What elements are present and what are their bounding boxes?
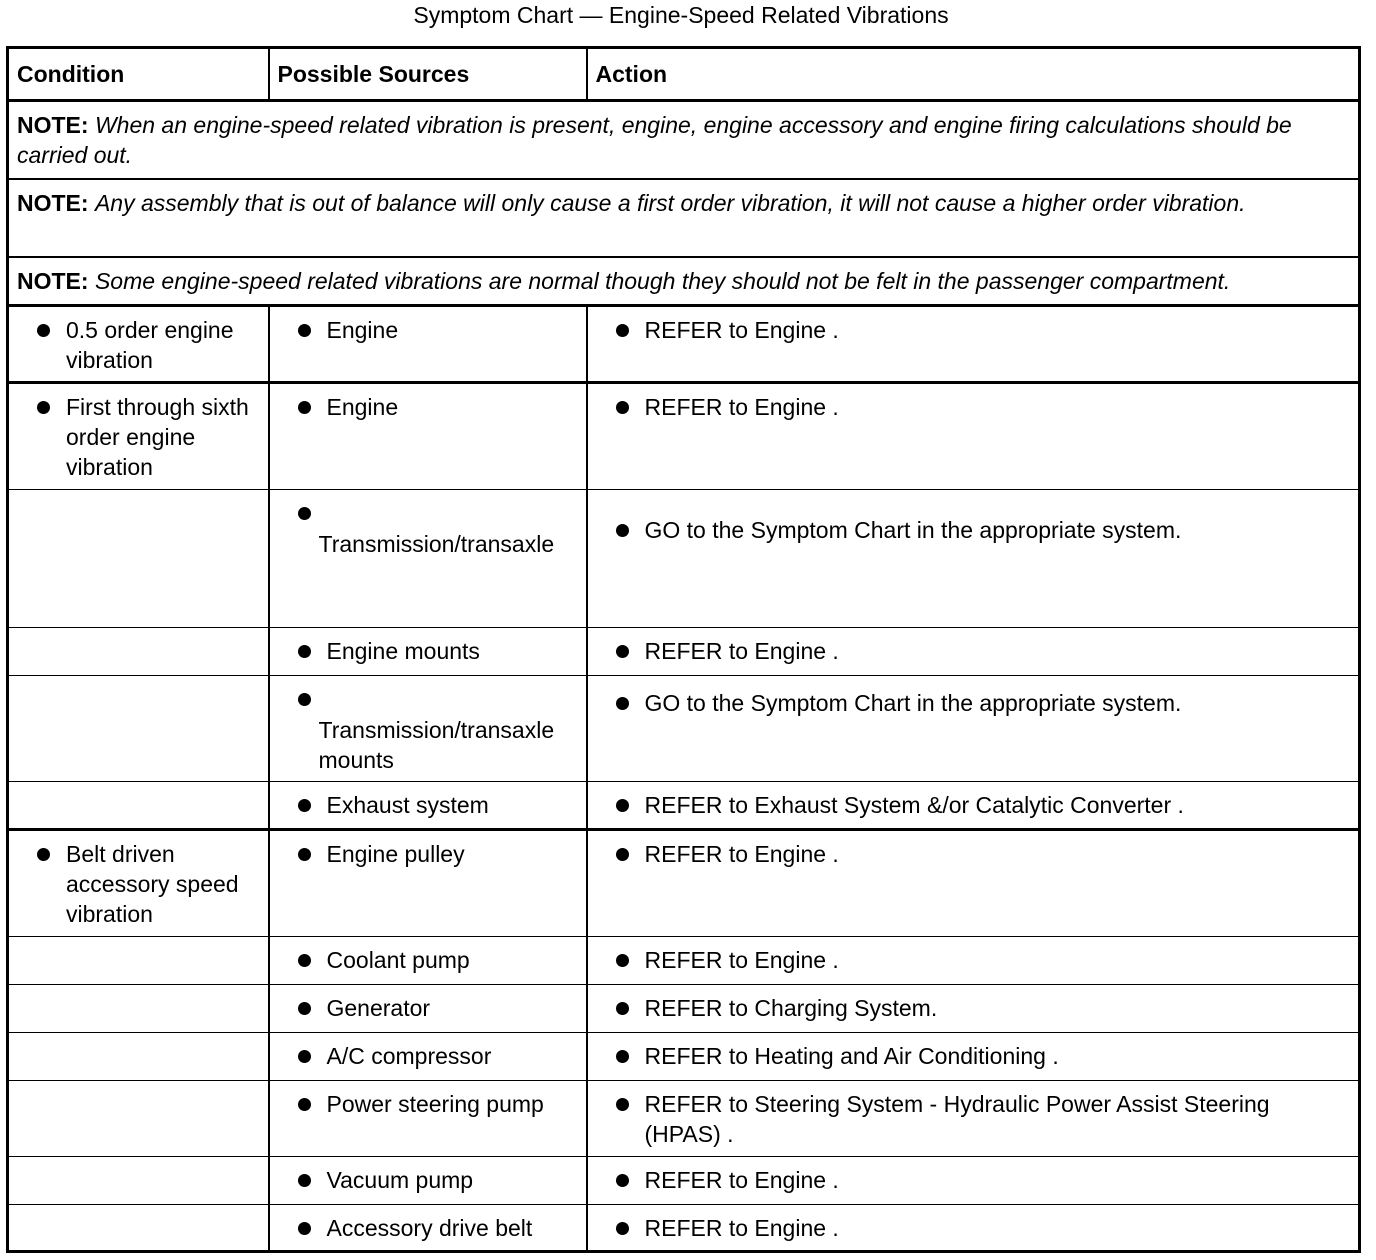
bullet-icon: [298, 324, 311, 337]
source-cell: [269, 306, 587, 383]
table-row: [8, 628, 1360, 676]
table-row: [8, 490, 1360, 628]
table-row: [8, 1033, 1360, 1081]
source-text: A/C compressor: [326, 1043, 492, 1069]
bullet-icon: [298, 1174, 311, 1187]
bullet-icon: [37, 401, 50, 414]
action-text: GO to the Symptom Chart in the appropriate system.: [644, 517, 1182, 543]
source-cell: [269, 676, 587, 782]
action-cell: [587, 490, 1360, 628]
condition-cell: [8, 985, 269, 1033]
action-cell: [587, 1205, 1360, 1252]
table-row: [8, 306, 1360, 383]
source-text: Transmission/transaxle mounts: [318, 717, 555, 773]
note-cell: [8, 179, 1360, 257]
note-row: [8, 101, 1360, 179]
source-text: Generator: [326, 995, 431, 1021]
source-cell: [269, 830, 587, 937]
source-cell: [269, 383, 587, 490]
source-text: Exhaust system: [326, 792, 489, 818]
bullet-icon: [298, 1002, 311, 1015]
note-cell: [8, 257, 1360, 306]
column-header-condition: Condition: [8, 48, 269, 101]
table-row: [8, 383, 1360, 490]
header-row: [8, 48, 1360, 101]
source-text: Engine: [326, 317, 399, 343]
table-row: [8, 1081, 1360, 1157]
action-cell: [587, 306, 1360, 383]
action-text: GO to the Symptom Chart in the appropriate system.: [644, 690, 1182, 716]
column-header-sources: Possible Sources: [269, 48, 587, 101]
bullet-icon: [298, 1050, 311, 1063]
note-cell: [8, 101, 1360, 179]
bullet-icon: [298, 799, 311, 812]
condition-cell: [8, 1081, 269, 1157]
bullet-icon: [616, 524, 629, 537]
bullet-icon: [616, 848, 629, 861]
condition-cell: [8, 1033, 269, 1081]
action-text: REFER to Engine .: [644, 317, 839, 343]
condition-text: First through sixth order engine vibration: [66, 394, 249, 480]
note-text: When an engine-speed related vibration is present, engine, engine accessory and engine firing calculations should be carried out.: [17, 112, 1292, 168]
source-cell: [269, 1205, 587, 1252]
condition-cell: [8, 628, 269, 676]
bullet-icon: [37, 324, 50, 337]
action-text: REFER to Heating and Air Conditioning .: [644, 1043, 1059, 1069]
chart-title: Symptom Chart — Engine-Speed Related Vibrations: [413, 2, 949, 28]
condition-cell: [8, 1157, 269, 1205]
note-label: NOTE:: [17, 267, 89, 294]
condition-cell: [8, 782, 269, 830]
condition-cell: [8, 1205, 269, 1252]
note-text: Any assembly that is out of balance will only cause a first order vibration, it will not cause a higher order vibration.: [94, 189, 1246, 216]
bullet-icon: [298, 1098, 311, 1111]
condition-cell: [8, 830, 269, 937]
condition-text: 0.5 order engine vibration: [66, 317, 234, 373]
source-text: Accessory drive belt: [326, 1215, 533, 1241]
action-cell: [587, 985, 1360, 1033]
source-cell: [269, 1033, 587, 1081]
source-cell: [269, 937, 587, 985]
table-row: [8, 1205, 1360, 1252]
bullet-icon: [298, 401, 311, 414]
bullet-icon: [616, 697, 629, 710]
source-text: Engine: [326, 394, 399, 420]
source-text: Transmission/transaxle: [318, 531, 555, 557]
source-text: Vacuum pump: [326, 1167, 474, 1193]
table-row: [8, 937, 1360, 985]
condition-cell: [8, 306, 269, 383]
bullet-icon: [616, 401, 629, 414]
bullet-icon: [616, 1050, 629, 1063]
bullet-icon: [298, 1222, 311, 1235]
bullet-icon: [298, 954, 311, 967]
source-cell: [269, 628, 587, 676]
source-cell: [269, 1157, 587, 1205]
table-row: [8, 1157, 1360, 1205]
action-text: REFER to Engine .: [644, 638, 839, 664]
action-text: REFER to Charging System.: [644, 995, 938, 1021]
condition-cell: [8, 383, 269, 490]
bullet-icon: [616, 1098, 629, 1111]
action-cell: [587, 937, 1360, 985]
source-text: Engine mounts: [326, 638, 480, 664]
note-row: [8, 257, 1360, 306]
action-cell: [587, 1081, 1360, 1157]
source-cell: [269, 1081, 587, 1157]
symptom-table: [6, 46, 1361, 1253]
action-text: REFER to Engine .: [644, 394, 839, 420]
source-text: Engine pulley: [326, 841, 465, 867]
bullet-icon: [37, 848, 50, 861]
bullet-icon: [616, 645, 629, 658]
action-cell: [587, 676, 1360, 782]
bullet-icon: [616, 1002, 629, 1015]
table-row: [8, 782, 1360, 830]
action-text: REFER to Steering System - Hydraulic Power Assist Steering (HPAS) .: [644, 1091, 1270, 1147]
bullet-icon: [298, 507, 311, 520]
column-header-action: Action: [587, 48, 1360, 101]
action-cell: [587, 628, 1360, 676]
action-text: REFER to Engine .: [644, 841, 839, 867]
bullet-icon: [616, 324, 629, 337]
action-text: REFER to Exhaust System &/or Catalytic Converter .: [644, 792, 1184, 818]
source-cell: [269, 985, 587, 1033]
source-cell: [269, 490, 587, 628]
note-row: [8, 179, 1360, 257]
bullet-icon: [298, 848, 311, 861]
bullet-icon: [616, 1222, 629, 1235]
table-row: [8, 985, 1360, 1033]
action-cell: [587, 1033, 1360, 1081]
bullet-icon: [616, 799, 629, 812]
source-text: Power steering pump: [326, 1091, 544, 1117]
bullet-icon: [298, 645, 311, 658]
table-row: [8, 676, 1360, 782]
action-cell: [587, 383, 1360, 490]
condition-text: Belt driven accessory speed vibration: [66, 841, 239, 927]
action-cell: [587, 782, 1360, 830]
condition-cell: [8, 490, 269, 628]
action-text: REFER to Engine .: [644, 1167, 839, 1193]
note-label: NOTE:: [17, 112, 89, 138]
bullet-icon: [616, 954, 629, 967]
source-text: Coolant pump: [326, 947, 470, 973]
action-text: REFER to Engine .: [644, 947, 839, 973]
source-cell: [269, 782, 587, 830]
condition-cell: [8, 676, 269, 782]
note-label: NOTE:: [17, 189, 89, 216]
condition-cell: [8, 937, 269, 985]
bullet-icon: [616, 1174, 629, 1187]
action-text: REFER to Engine .: [644, 1215, 839, 1241]
action-cell: [587, 830, 1360, 937]
action-cell: [587, 1157, 1360, 1205]
note-text: Some engine-speed related vibrations are normal though they should not be felt in the passenger compartment.: [94, 267, 1231, 294]
bullet-icon: [298, 693, 311, 706]
table-row: [8, 830, 1360, 937]
